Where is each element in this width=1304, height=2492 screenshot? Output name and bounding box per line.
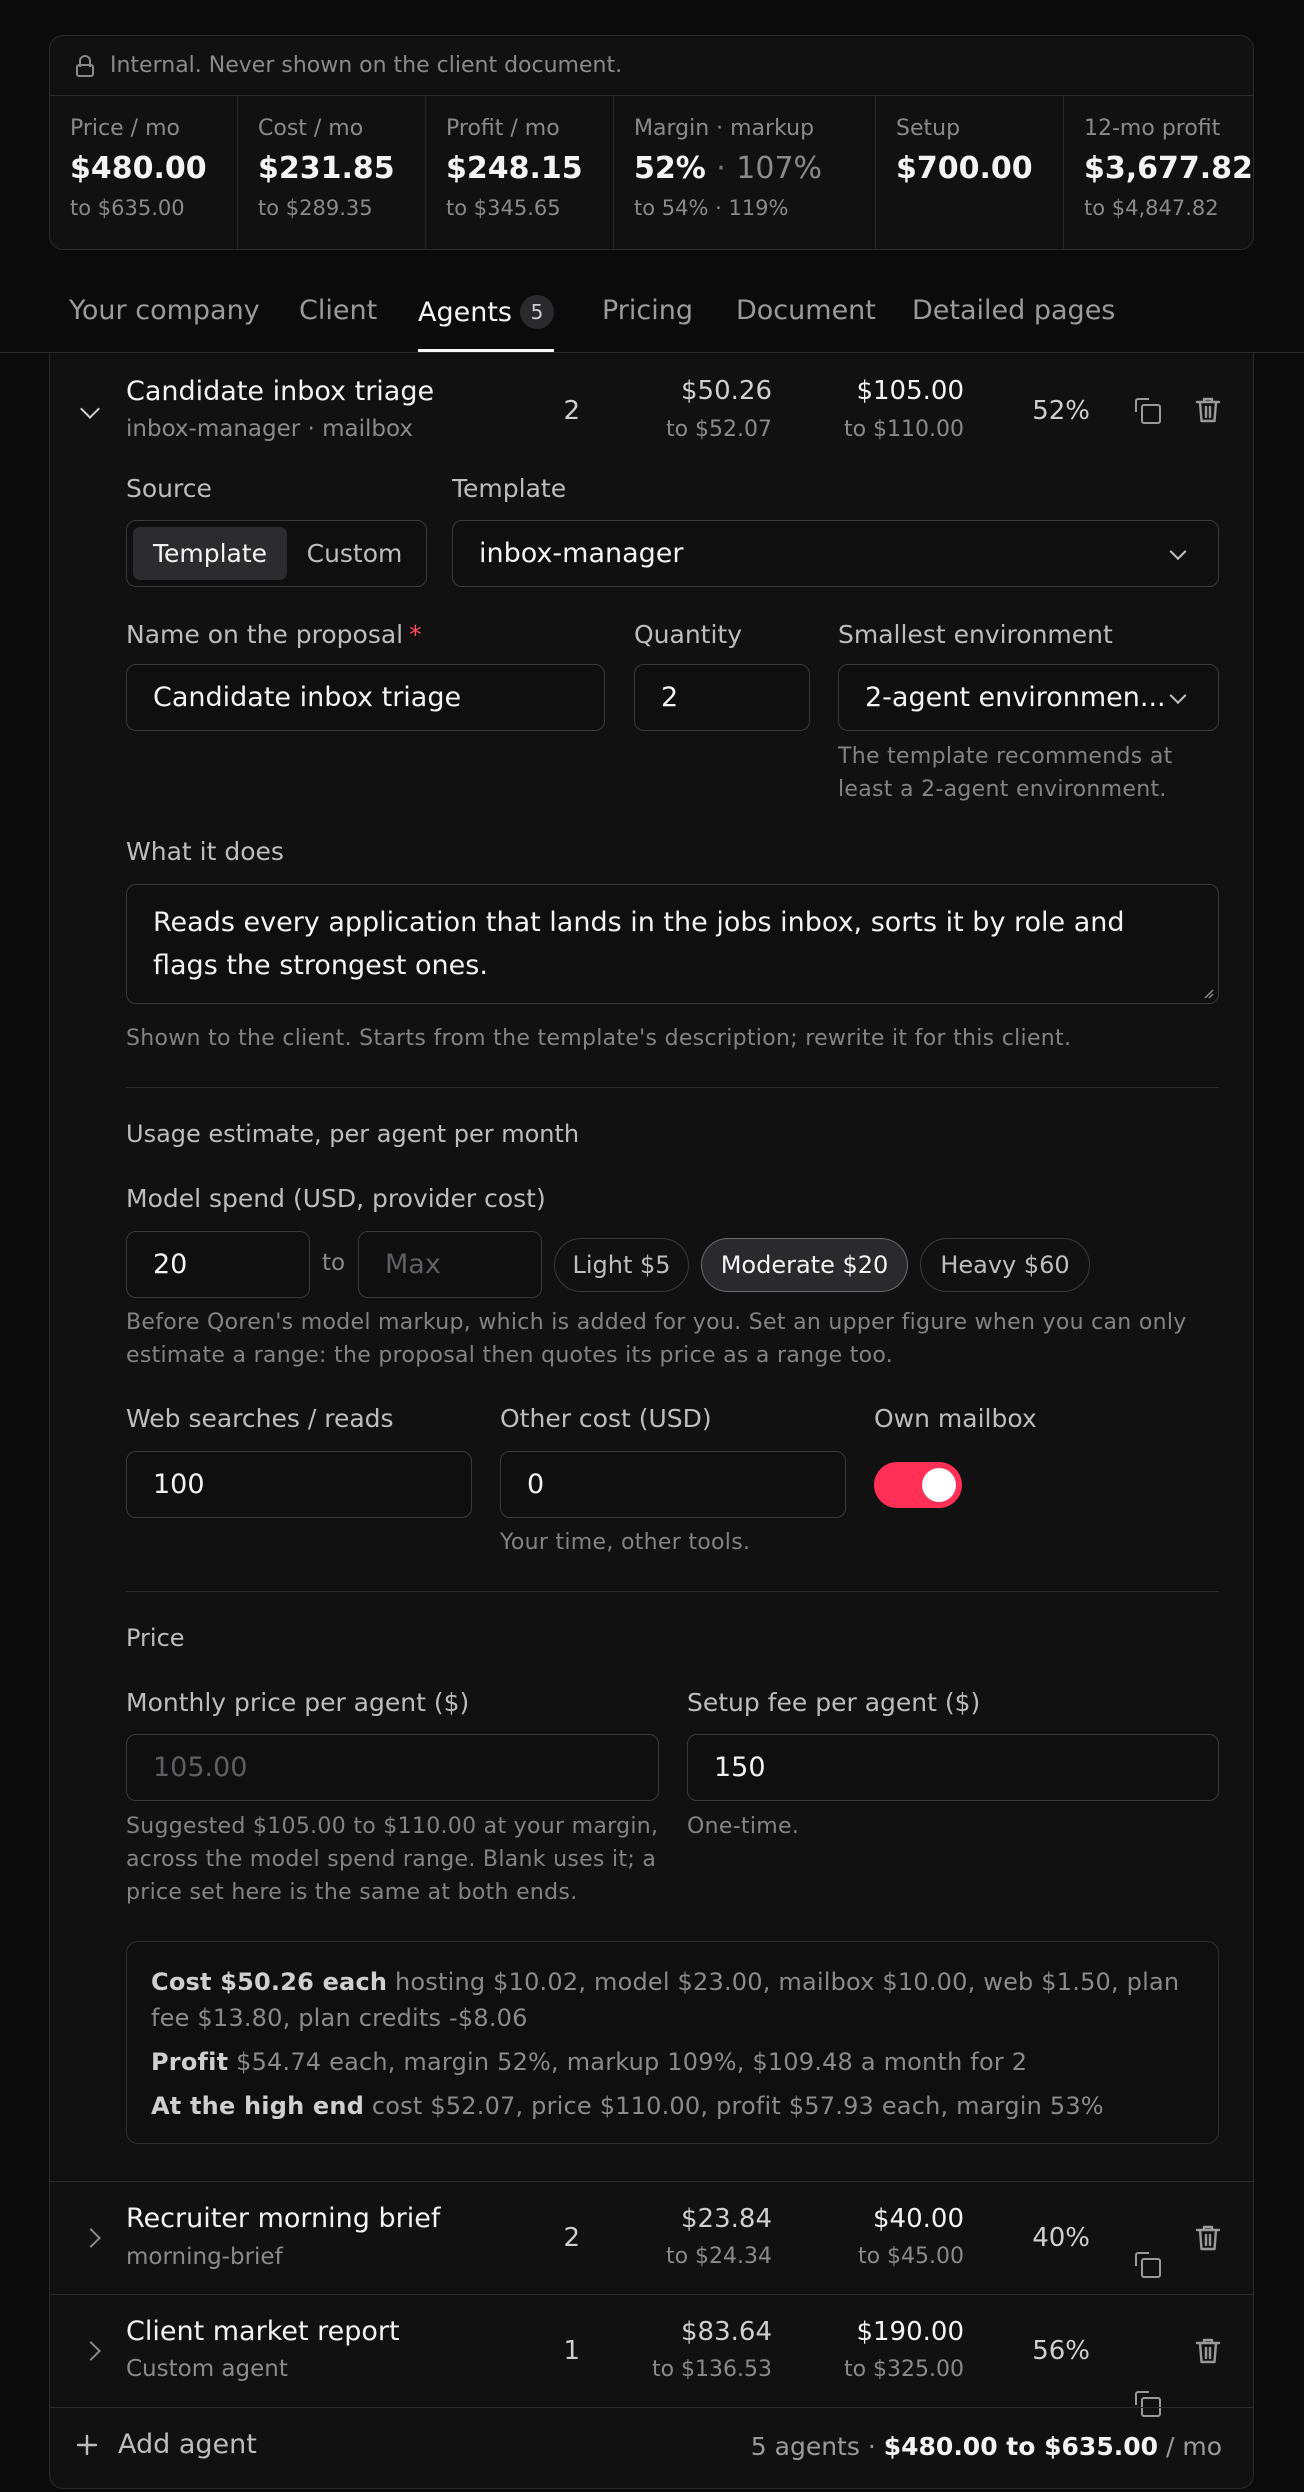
preset-light-button[interactable]: Light $5	[554, 1238, 689, 1292]
environment-help: The template recommends at least a 2-agent environment.	[838, 744, 1173, 802]
tab-client[interactable]	[299, 295, 377, 326]
stat-value: $480.00	[70, 151, 207, 186]
source-segmented-control	[126, 520, 427, 587]
tab-bar	[0, 275, 1304, 353]
stat-value: $231.85	[258, 151, 395, 186]
tab-label: Pricing	[602, 295, 694, 326]
stat-cost	[238, 96, 426, 250]
agent-quantity: 2	[563, 396, 580, 426]
stat-range: to $345.65	[446, 196, 561, 220]
tab-detailed-pages[interactable]	[912, 295, 1115, 326]
range-to-label: to	[322, 1250, 346, 1276]
tab-your-company[interactable]	[69, 295, 260, 326]
collapse-agent-toggle[interactable]	[83, 402, 97, 416]
breakdown-profit-label: Profit	[151, 2048, 229, 2076]
agent-price-range: to $110.00	[843, 417, 964, 442]
stat-label: Margin · markup	[634, 116, 815, 141]
other-cost-value: 0	[527, 1469, 545, 1500]
tab-pricing[interactable]	[602, 295, 693, 326]
agent-quantity: 1	[563, 2336, 580, 2366]
agent-price: $105.00	[856, 376, 964, 406]
setup-fee-help: One-time.	[687, 1814, 800, 1839]
agents-count: 5 agents ·	[750, 2432, 876, 2461]
model-spend-min-value: 20	[153, 1249, 188, 1280]
preset-moderate-button[interactable]: Moderate $20	[701, 1238, 908, 1292]
expand-agent-toggle[interactable]	[84, 2231, 98, 2245]
cost-breakdown	[126, 1941, 1219, 2144]
template-select-value: inbox-manager	[479, 538, 684, 569]
breakdown-high-text: cost $52.07, price $110.00, profit $57.93 each, margin 53%	[364, 2092, 1104, 2120]
setup-fee-value: 150	[714, 1752, 766, 1783]
internal-note-text: Internal. Never shown on the client document.	[110, 53, 623, 78]
stat-range: to $289.35	[258, 196, 373, 220]
duplicate-agent-icon[interactable]	[1134, 2251, 1160, 2277]
chevron-right-icon	[81, 2341, 101, 2361]
other-cost-input[interactable]	[500, 1451, 846, 1518]
model-spend-label: Model spend (USD, provider cost)	[126, 1184, 546, 1213]
per-month-label: / mo	[1165, 2432, 1222, 2461]
chevron-down-icon	[1170, 687, 1187, 704]
quantity-label: Quantity	[634, 620, 743, 649]
agent-subtitle: Custom agent	[126, 2356, 288, 2382]
description-label: What it does	[126, 837, 284, 866]
other-cost-label: Other cost (USD)	[500, 1404, 712, 1433]
tab-agents[interactable]	[418, 295, 554, 329]
model-spend-help: Before Qoren's model markup, which is added for you. Set an upper figure when you can only estimate a range: the proposal then quotes its price as a range too.	[126, 1310, 1187, 1368]
name-label-text: Name on the proposal	[126, 620, 404, 649]
agent-quantity: 2	[563, 2223, 580, 2253]
environment-select[interactable]	[838, 664, 1219, 731]
model-spend-max-input[interactable]	[358, 1231, 542, 1298]
stat-label: Setup	[896, 116, 961, 141]
breakdown-high-end	[151, 2088, 1194, 2124]
stat-margin-markup	[614, 96, 876, 250]
lock-icon	[76, 55, 94, 77]
tab-label: Your company	[69, 295, 260, 326]
template-select[interactable]	[452, 520, 1219, 587]
source-label: Source	[126, 474, 212, 503]
template-label: Template	[452, 474, 567, 503]
agent-title: Client market report	[126, 2316, 400, 2347]
add-agent-button[interactable]	[76, 2429, 257, 2460]
other-cost-help: Your time, other tools.	[500, 1530, 751, 1555]
stat-value: $3,677.82	[1084, 151, 1253, 186]
agent-cost-range: to $136.53	[651, 2357, 772, 2382]
stat-setup	[876, 96, 1064, 250]
delete-agent-icon[interactable]	[1195, 2337, 1221, 2365]
agent-margin: 40%	[1032, 2223, 1090, 2253]
tab-label: Agents	[418, 297, 512, 328]
delete-agent-icon[interactable]	[1195, 2224, 1221, 2252]
model-spend-max-placeholder: Max	[385, 1249, 441, 1280]
chevron-right-icon	[81, 2228, 101, 2248]
monthly-price-input[interactable]	[126, 1734, 659, 1801]
stat-value	[634, 151, 875, 186]
web-searches-input[interactable]	[126, 1451, 472, 1518]
plus-icon	[76, 2434, 98, 2456]
breakdown-profit	[151, 2044, 1194, 2080]
breakdown-cost	[151, 1964, 1194, 2036]
agent-price: $40.00	[873, 2204, 964, 2234]
setup-fee-label: Setup fee per agent ($)	[687, 1688, 981, 1717]
model-spend-min-input[interactable]	[126, 1231, 310, 1298]
tab-label: Detailed pages	[912, 295, 1116, 326]
agent-cost-range: to $52.07	[665, 417, 772, 442]
stat-range: to $635.00	[70, 196, 185, 220]
name-label	[126, 620, 422, 649]
duplicate-agent-icon[interactable]	[1134, 397, 1160, 423]
agent-price-range: to $45.00	[857, 2244, 964, 2269]
preset-heavy-button[interactable]: Heavy $60	[920, 1238, 1090, 1292]
agent-cost: $23.84	[681, 2204, 772, 2234]
stat-label: Price / mo	[70, 116, 180, 141]
stat-value: $700.00	[896, 151, 1033, 186]
chevron-down-icon	[1170, 543, 1187, 560]
agent-subtitle: morning-brief	[126, 2244, 283, 2270]
add-agent-label: Add agent	[118, 2429, 257, 2460]
usage-section-title: Usage estimate, per agent per month	[126, 1120, 580, 1148]
proposal-name-input[interactable]	[126, 664, 605, 731]
breakdown-high-label: At the high end	[151, 2092, 365, 2120]
environment-label: Smallest environment	[838, 620, 1113, 649]
tab-label: Client	[299, 295, 378, 326]
stat-label: Cost / mo	[258, 116, 364, 141]
agent-margin: 56%	[1032, 2336, 1090, 2366]
source-template-option[interactable]: Template	[133, 527, 287, 580]
separator: ·	[716, 151, 726, 186]
stat-12mo-profit	[1064, 96, 1254, 250]
breakdown-cost-label: Cost $50.26 each	[151, 1968, 388, 1996]
resize-handle-icon[interactable]	[1202, 987, 1214, 999]
quantity-value: 2	[661, 682, 679, 713]
stat-value: $248.15	[446, 151, 583, 186]
agent-margin: 52%	[1032, 396, 1090, 426]
internal-note	[50, 36, 1253, 96]
stat-range: to $4,847.82	[1084, 196, 1219, 220]
divider	[126, 1087, 1219, 1088]
web-searches-value: 100	[153, 1469, 205, 1500]
expand-agent-toggle[interactable]	[84, 2344, 98, 2358]
price-section-title: Price	[126, 1624, 185, 1652]
internal-summary-card	[49, 35, 1254, 250]
active-tab-indicator	[418, 349, 554, 352]
toggle-knob	[922, 1468, 956, 1502]
monthly-price-placeholder: 105.00	[153, 1752, 248, 1783]
breakdown-cost-text: hosting $10.02, model $23.00, mailbox $10.00, web $1.50, plan fee $13.80, plan credits -$8.06	[151, 1968, 1180, 2032]
web-searches-label: Web searches / reads	[126, 1404, 394, 1433]
tab-label: Document	[736, 295, 876, 326]
monthly-price-label: Monthly price per agent ($)	[126, 1688, 470, 1717]
description-textarea[interactable]	[126, 884, 1219, 1004]
source-custom-option[interactable]: Custom	[306, 539, 403, 568]
description-value: Reads every application that lands in the jobs inbox, sorts it by role and flags the strongest ones.	[153, 907, 1125, 981]
agent-title: Recruiter morning brief	[126, 2203, 441, 2234]
proposal-name-value: Candidate inbox triage	[153, 682, 462, 713]
chevron-down-icon	[80, 399, 100, 419]
agent-cost-range: to $24.34	[665, 2244, 772, 2269]
stat-range: to 54% · 119%	[634, 196, 789, 220]
margin-value: 52%	[634, 151, 706, 186]
stat-profit	[426, 96, 614, 250]
agents-total	[751, 2432, 1222, 2461]
agent-cost: $50.26	[681, 376, 772, 406]
agent-title: Candidate inbox triage	[126, 376, 435, 407]
stat-price	[50, 96, 238, 250]
stat-label: Profit / mo	[446, 116, 560, 141]
tab-count-badge: 5	[520, 295, 554, 329]
breakdown-profit-text: $54.74 each, margin 52%, markup 109%, $109.48 a month for 2	[228, 2048, 1028, 2076]
tab-document[interactable]	[736, 295, 876, 326]
agent-subtitle: inbox-manager · mailbox	[126, 416, 414, 442]
agent-price: $190.00	[856, 2317, 964, 2347]
agent-cost: $83.64	[681, 2317, 772, 2347]
quantity-input[interactable]	[634, 664, 810, 731]
setup-fee-input[interactable]	[687, 1734, 1219, 1801]
description-help: Shown to the client. Starts from the template's description; rewrite it for this client.	[126, 1026, 1072, 1051]
monthly-price-help: Suggested $105.00 to $110.00 at your margin, across the model spend range. Blank uses it; a price set here is the same at both ends.	[126, 1814, 659, 1905]
own-mailbox-toggle[interactable]	[874, 1462, 962, 1508]
required-marker: *	[409, 620, 422, 649]
own-mailbox-label: Own mailbox	[874, 1404, 1037, 1433]
stat-label: 12-mo profit	[1084, 116, 1221, 141]
agent-price-range: to $325.00	[843, 2357, 964, 2382]
delete-agent-icon[interactable]	[1195, 396, 1221, 424]
divider	[126, 1591, 1219, 1592]
environment-select-value: 2-agent environmen...	[865, 682, 1166, 713]
agents-total-price: $480.00 to $635.00	[883, 2432, 1159, 2461]
markup-value: 107%	[736, 151, 823, 186]
